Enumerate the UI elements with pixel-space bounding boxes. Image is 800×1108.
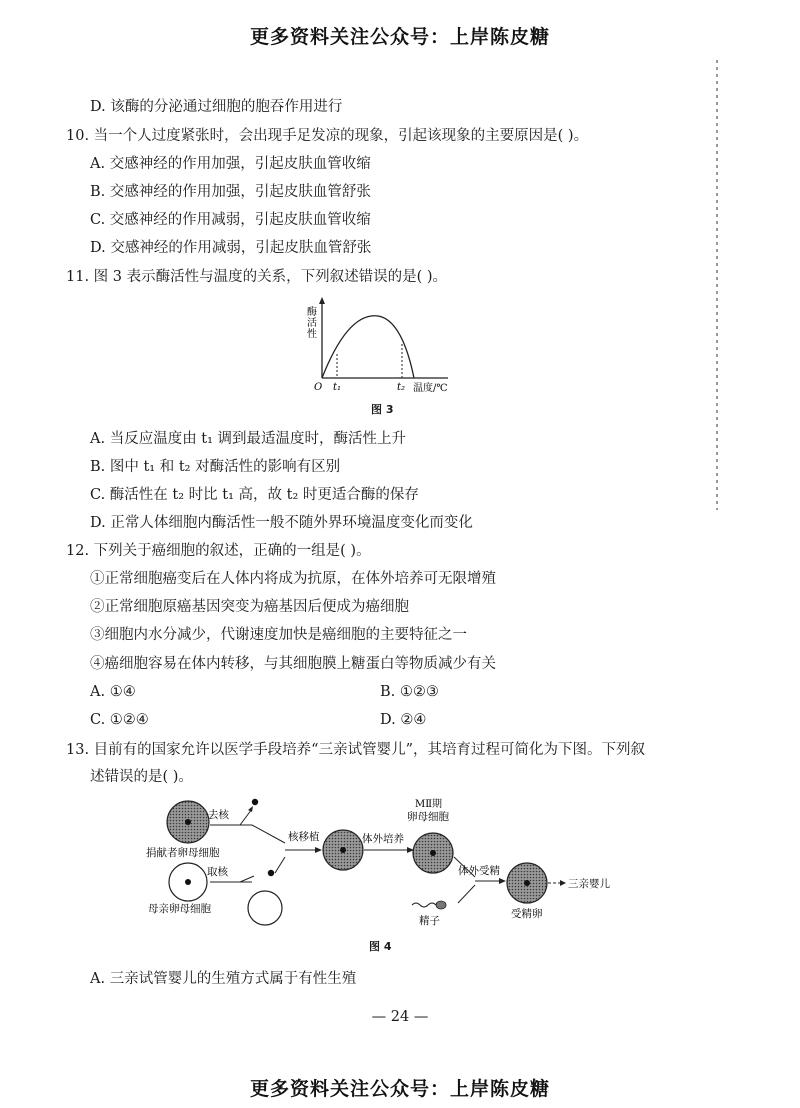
mii-label-line2: 卵母细胞	[407, 811, 449, 823]
sperm-head	[436, 901, 446, 909]
q12-item-1: ①正常细胞癌变后在人体内将成为抗原，在体外培养可无限增殖	[90, 571, 496, 587]
q13-stem-line2: 述错误的是( )。	[90, 769, 193, 785]
y-axis-arrow	[319, 297, 325, 304]
fertilization-label: 体外受精	[458, 865, 500, 877]
page-footer: 更多资料关注公众号：上岸陈皮糖	[249, 1078, 550, 1100]
removed-nucleus-dot	[252, 799, 258, 805]
q13-stem-line1: 13. 目前有的国家允许以医学手段培养“三亲试管婴儿”，其培育过程可简化为下图。下列叙	[66, 742, 645, 758]
page-header: 更多资料关注公众号：上岸陈皮糖	[249, 26, 550, 48]
t1-label: t₁	[333, 382, 342, 393]
mother-nucleus-taken	[268, 870, 274, 876]
t2-label: t₂	[397, 382, 406, 393]
x-axis-label: 温度/℃	[413, 383, 448, 394]
q11-stem: 11. 图 3 表示酶活性与温度的关系，下列叙述错误的是( )。	[66, 269, 448, 285]
q12-item-3: ③细胞内水分减少，代谢速度加快是癌细胞的主要特征之一	[90, 627, 467, 643]
figure-4-caption: 图 4	[369, 940, 392, 953]
transplant-label: 核移植	[288, 831, 320, 843]
q12-option-a: A. ①④	[90, 684, 136, 700]
culture-label: 体外培养	[362, 833, 404, 845]
q11-option-b: B. 图中 t₁ 和 t₂ 对酶活性的影响有区别	[90, 459, 341, 475]
donor-label: 捐献者卵母细胞	[146, 847, 220, 859]
zygote-nucleus	[524, 880, 530, 886]
q11-option-a: A. 当反应温度由 t₁ 调到最适温度时，酶活性上升	[90, 431, 407, 447]
q10-option-c: C. 交感神经的作用减弱，引起皮肤血管收缩	[90, 212, 371, 228]
figure-3-caption: 图 3	[371, 403, 394, 416]
q12-item-2: ②正常细胞原癌基因突变为癌基因后便成为癌细胞	[90, 599, 409, 615]
enucleated-mother-cell	[248, 891, 282, 925]
baby-label: 三亲婴儿	[568, 878, 610, 890]
zygote-label: 受精卵	[511, 908, 543, 920]
scan-margin-line	[716, 60, 718, 510]
q9-option-d: D. 该酶的分泌通过细胞的胞吞作用进行	[90, 99, 343, 115]
q11-option-c: C. 酶活性在 t₂ 时比 t₁ 高，故 t₂ 时更适合酶的保存	[90, 487, 419, 503]
mii-nucleus	[430, 850, 436, 856]
q10-option-b: B. 交感神经的作用加强，引起皮肤血管舒张	[90, 184, 371, 200]
q12-option-b: B. ①②③	[380, 684, 439, 700]
reconstructed-nucleus	[340, 847, 346, 853]
q12-option-d: D. ②④	[380, 712, 427, 728]
origin-label: O	[314, 382, 323, 393]
q10-option-d: D. 交感神经的作用减弱，引起皮肤血管舒张	[90, 240, 372, 256]
mii-label-line1: MⅡ期	[415, 799, 443, 810]
sperm-label: 精子	[419, 915, 440, 927]
figure-4-three-parent-baby-process	[130, 795, 610, 935]
q12-item-4: ④癌细胞容易在体内转移，与其细胞膜上糖蛋白等物质减少有关	[90, 656, 496, 672]
q10-option-a: A. 交感神经的作用加强，引起皮肤血管收缩	[90, 156, 371, 172]
q10-stem: 10. 当一个人过度紧张时，会出现手足发凉的现象，引起该现象的主要原因是( )。	[66, 128, 589, 144]
mother-label: 母亲卵母细胞	[148, 903, 211, 915]
q11-option-d: D. 正常人体细胞内酶活性一般不随外界环境温度变化而变化	[90, 515, 473, 531]
page-number: — 24 —	[371, 1009, 429, 1025]
q12-option-c: C. ①②④	[90, 712, 149, 728]
y-axis-label: 酶活性	[304, 306, 316, 339]
sperm-tail	[412, 903, 436, 907]
q12-stem: 12. 下列关于癌细胞的叙述，正确的一组是( )。	[66, 543, 371, 559]
mother-nucleus	[185, 879, 191, 885]
enzyme-activity-curve	[322, 316, 414, 378]
take-nucleus-label: 取核	[207, 866, 228, 878]
donor-nucleus	[185, 819, 191, 825]
remove-nucleus-label: 去核	[208, 809, 229, 821]
figure-3-enzyme-temperature-graph	[300, 292, 470, 402]
q13-option-a: A. 三亲试管婴儿的生殖方式属于有性生殖	[90, 971, 357, 987]
